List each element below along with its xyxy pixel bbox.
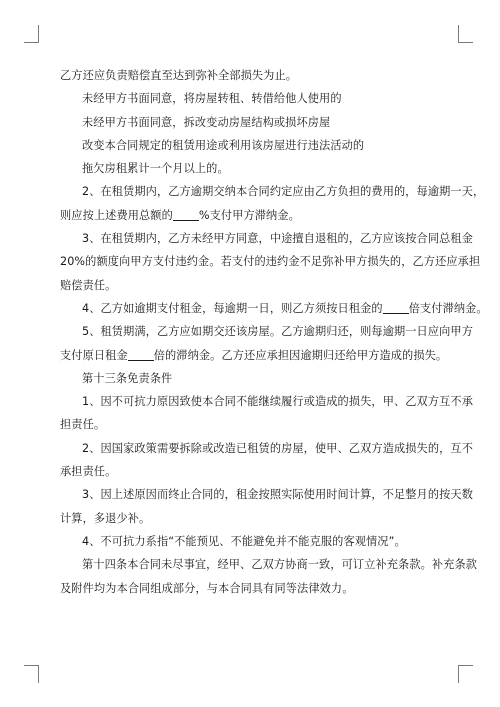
- crop-mark-bottom-right: [458, 665, 473, 666]
- fill-in-blank[interactable]: [173, 208, 199, 221]
- text-line: 担责任。: [60, 418, 106, 432]
- text-line: [60, 297, 488, 320]
- text-line: 5、租赁期满，乙方应如期交还该房屋。乙方逾期归还，则每逾期一日应向甲方: [82, 325, 473, 339]
- crop-mark-top-right: [458, 25, 459, 43]
- text-line: 3、在租赁期内，乙方未经甲方同意，中途擅自退租的，乙方应该按合同总租金: [82, 232, 473, 246]
- crop-mark-top-right: [458, 42, 473, 43]
- text-line: 计算，多退少补。: [60, 511, 151, 525]
- text-line: 1、因不可抗力原因致使本合同不能继续履行或造成的损失，甲、乙双方互不承: [82, 395, 473, 409]
- line-text: 支付原日租金: [60, 348, 128, 362]
- text-line: 承担责任。: [60, 465, 117, 479]
- text-line: [60, 344, 448, 367]
- text-line: 未经甲方书面同意，拆改变动房屋结构或损坏房屋: [82, 115, 331, 129]
- text-line: 第十四条本合同未尽事宜，经甲、乙双方协商一致，可订立补充条款。补充条款: [82, 558, 478, 572]
- text-line: 及附件均为本合同组成部分，与本合同具有同等法律效力。: [60, 581, 354, 595]
- crop-mark-bottom-left: [24, 665, 39, 666]
- text-line: 赔偿责任。: [60, 278, 117, 292]
- line-text: 倍的滞纳金。乙方还应承担因逾期归还给甲方造成的损失。: [153, 348, 448, 362]
- text-line: 20%的额度向甲方支付违约金。若支付的违约金不足弥补甲方损失的，乙方还应承担: [60, 255, 481, 269]
- text-line: 拖欠房租累计一个月以上的。: [82, 162, 229, 176]
- line-text: %支付甲方滞纳金。: [198, 208, 300, 222]
- fill-in-blank[interactable]: [128, 348, 154, 361]
- text-line: 2、在租赁期内，乙方逾期交纳本合同约定应由乙方负担的费用的，每逾期一天，: [82, 185, 485, 199]
- text-line: 3、因上述原因而终止合同的，租金按照实际使用时间计算，不足整月的按天数: [82, 488, 473, 502]
- document-body: [60, 64, 488, 600]
- text-line: 第十三条免责条件: [82, 371, 173, 385]
- line-text: 4、乙方如逾期支付租金，每逾期一日，则乙方须按日租金的: [82, 301, 383, 315]
- line-text: 倍支付滞纳金。: [408, 301, 488, 315]
- text-line: 未经甲方书面同意，将房屋转租、转借给他人使用的: [82, 92, 342, 106]
- text-line: 2、因国家政策需要拆除或改造已租赁的房屋，使甲、乙双方造成损失的，互不: [82, 441, 473, 455]
- fill-in-blank[interactable]: [383, 301, 409, 314]
- crop-mark-top-left: [38, 25, 39, 43]
- crop-mark-bottom-right: [458, 665, 459, 683]
- crop-mark-bottom-left: [38, 665, 39, 683]
- text-line: 乙方还应负责赔偿直至达到弥补全部损失为止。: [60, 69, 298, 82]
- text-line: 改变本合同规定的租赁用途或利用该房屋进行违法活动的: [82, 138, 365, 152]
- line-text: 则应按上述费用总额的: [60, 208, 173, 222]
- crop-mark-top-left: [24, 42, 39, 43]
- text-line: 4、不可抗力系指“不能预见、不能避免并不能克服的客观情况”。: [82, 534, 406, 548]
- text-line: [60, 204, 440, 227]
